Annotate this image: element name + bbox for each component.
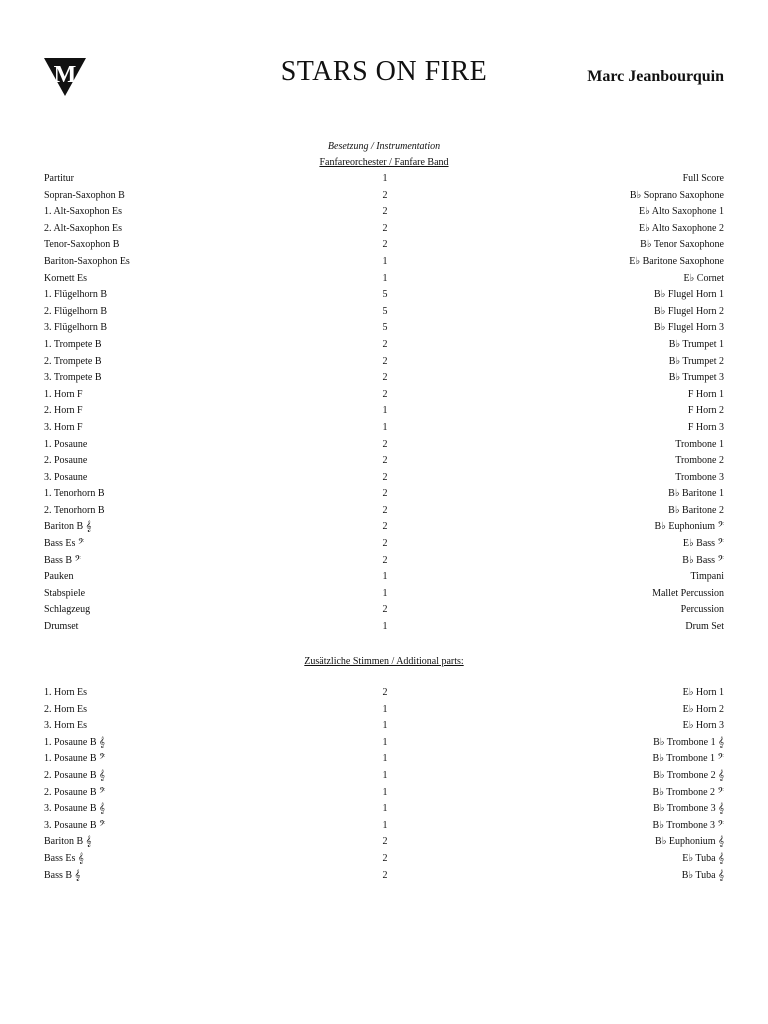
part-name-english: B♭ Trumpet 2	[668, 355, 724, 367]
list-item	[44, 221, 724, 238]
part-quantity: 1	[382, 173, 388, 184]
list-item	[44, 420, 724, 437]
list-item	[44, 818, 724, 835]
list-item	[44, 254, 724, 271]
part-name-english: B♭ Trombone 3 𝄞	[653, 803, 724, 815]
part-quantity: 2	[382, 869, 388, 881]
part-name-english: Trombone 3	[675, 471, 724, 483]
part-quantity: 2	[382, 388, 388, 400]
part-quantity: 1	[382, 703, 388, 715]
part-quantity: 2	[382, 554, 388, 566]
part-name-german: 3. Posaune B 𝄢	[44, 819, 106, 831]
part-name-german: 2. Horn F	[44, 405, 83, 417]
list-item	[44, 304, 724, 321]
part-name-english: E♭ Tuba 𝄞	[682, 852, 724, 864]
part-quantity: 1	[382, 405, 388, 417]
part-quantity: 1	[382, 621, 388, 633]
part-name-english: E♭ Horn 3	[682, 720, 724, 732]
part-quantity: 1	[382, 786, 388, 798]
part-name-german: 3. Posaune	[44, 471, 88, 483]
svg-text:M: M	[53, 62, 77, 88]
part-name-english: E♭ Cornet	[683, 272, 724, 284]
list-item	[44, 519, 724, 536]
list-item	[44, 851, 724, 868]
part-name-german: 1. Posaune B 𝄢	[44, 753, 106, 765]
part-name-english: E♭ Horn 1	[682, 687, 724, 698]
list-item	[44, 470, 724, 487]
additional-parts-label: Zusätzliche Stimmen / Additional parts:	[304, 656, 464, 667]
part-name-english: B♭ Soprano Saxophone	[629, 189, 724, 201]
part-name-english: E♭ Baritone Saxophone	[629, 255, 724, 267]
part-name-english: B♭ Flugel Horn 3	[654, 322, 724, 334]
part-quantity: 2	[382, 239, 388, 251]
part-name-english: Trombone 2	[675, 455, 724, 467]
part-name-german: Bariton-Saxophon Es	[44, 255, 130, 267]
part-name-german: Drumset	[44, 621, 79, 633]
part-quantity: 1	[382, 819, 388, 831]
part-name-german: 1. Posaune B 𝄞	[44, 736, 105, 748]
part-name-english: E♭ Bass 𝄢	[682, 538, 724, 550]
part-quantity: 5	[382, 305, 388, 317]
part-name-english: F Horn 3	[687, 421, 724, 433]
part-name-german: Partitur	[44, 173, 74, 184]
list-item	[44, 354, 724, 371]
list-item	[44, 204, 724, 221]
part-name-german: 1. Tenorhorn B	[44, 488, 105, 500]
part-quantity: 2	[382, 438, 388, 450]
list-item	[44, 685, 724, 702]
part-quantity: 1	[382, 571, 388, 583]
piece-title: STARS ON FIRE	[280, 56, 488, 87]
part-quantity: 2	[382, 206, 388, 218]
part-quantity: 5	[382, 322, 388, 334]
part-quantity: 1	[382, 421, 388, 433]
part-name-english: B♭ Trumpet 1	[668, 338, 724, 350]
part-name-german: Bass B 𝄞	[44, 869, 81, 881]
part-name-german: Bass Es 𝄢	[44, 538, 85, 550]
part-name-german: 2. Posaune	[44, 455, 88, 467]
part-name-german: Tenor-Saxophon B	[44, 239, 120, 251]
part-name-english: B♭ Flugel Horn 1	[654, 289, 724, 301]
part-name-german: 1. Trompete B	[44, 338, 102, 350]
list-item	[44, 337, 724, 354]
list-item	[44, 271, 724, 288]
part-name-german: 3. Horn F	[44, 421, 83, 433]
part-quantity: 2	[382, 455, 388, 467]
part-quantity: 2	[382, 338, 388, 350]
part-name-german: Bass B 𝄢	[44, 554, 81, 566]
list-item	[44, 171, 724, 188]
list-item	[44, 370, 724, 387]
part-name-german: 2. Posaune B 𝄢	[44, 786, 106, 798]
part-name-english: Trombone 1	[675, 438, 724, 450]
list-item	[44, 801, 724, 818]
part-name-english: B♭ Euphonium 𝄞	[655, 836, 724, 848]
part-name-german: Schlagzeug	[44, 604, 91, 616]
part-name-german: 1. Horn F	[44, 388, 83, 400]
list-item	[44, 536, 724, 553]
part-quantity: 1	[382, 255, 388, 267]
part-quantity: 1	[382, 769, 388, 781]
list-item	[44, 619, 724, 636]
part-name-german: Stabspiele	[44, 587, 86, 599]
part-name-german: Kornett Es	[44, 272, 88, 284]
list-item	[44, 768, 724, 785]
list-item	[44, 237, 724, 254]
part-name-english: E♭ Alto Saxophone 2	[639, 222, 724, 234]
list-item	[44, 751, 724, 768]
list-item	[44, 868, 724, 885]
part-name-english: Drum Set	[685, 621, 724, 633]
part-quantity: 1	[382, 803, 388, 815]
part-name-german: 1. Alt-Saxophon Es	[44, 206, 123, 218]
list-item	[44, 486, 724, 503]
list-item	[44, 785, 724, 802]
part-quantity: 2	[382, 471, 388, 483]
part-name-german: Bariton B 𝄞	[44, 521, 92, 533]
part-name-german: 2. Horn Es	[44, 703, 88, 715]
part-name-english: E♭ Horn 2	[682, 703, 724, 715]
list-item	[44, 718, 724, 735]
part-name-german: 1. Horn Es	[44, 687, 88, 698]
part-quantity: 2	[382, 521, 388, 533]
part-quantity: 2	[382, 372, 388, 384]
list-item	[44, 569, 724, 586]
list-item	[44, 320, 724, 337]
part-name-english: B♭ Trombone 2 𝄢	[652, 786, 724, 798]
list-item	[44, 586, 724, 603]
part-quantity: 2	[382, 538, 388, 550]
list-item	[44, 553, 724, 570]
part-quantity: 2	[382, 355, 388, 367]
additional-parts-list	[44, 685, 724, 884]
part-name-english: B♭ Euphonium 𝄢	[654, 521, 724, 533]
part-quantity: 5	[382, 289, 388, 301]
part-name-english: Percussion	[680, 604, 724, 616]
part-quantity: 1	[382, 720, 388, 732]
part-name-german: Bariton B 𝄞	[44, 836, 92, 848]
part-quantity: 2	[382, 504, 388, 516]
part-name-german: 3. Horn Es	[44, 720, 88, 732]
list-item	[44, 702, 724, 719]
list-item	[44, 387, 724, 404]
part-name-english: B♭ Trombone 3 𝄢	[652, 819, 724, 831]
part-name-english: B♭ Tuba 𝄞	[681, 869, 724, 881]
part-quantity: 1	[382, 272, 388, 284]
list-item	[44, 437, 724, 454]
band-type-label: Fanfareorchester / Fanfare Band	[319, 157, 449, 168]
list-item	[44, 735, 724, 752]
list-item	[44, 453, 724, 470]
part-name-german: 2. Flügelhorn B	[44, 305, 108, 317]
instrumentation-list	[44, 171, 724, 636]
list-item	[44, 403, 724, 420]
part-name-german: 3. Flügelhorn B	[44, 322, 108, 334]
part-name-english: B♭ Flugel Horn 2	[654, 305, 724, 317]
part-name-english: B♭ Trombone 1 𝄢	[652, 753, 724, 765]
part-name-english: B♭ Trumpet 3	[668, 372, 724, 384]
part-name-german: 2. Trompete B	[44, 355, 102, 367]
part-quantity: 1	[382, 753, 388, 765]
part-name-german: 3. Posaune B 𝄞	[44, 803, 105, 815]
part-name-german: 1. Posaune	[44, 438, 88, 450]
part-name-english: B♭ Baritone 2	[668, 504, 724, 516]
instrumentation-caption: Besetzung / Instrumentation	[327, 141, 441, 152]
composer-name: Marc Jeanbourquin	[587, 68, 724, 85]
part-name-english: F Horn 1	[687, 388, 724, 400]
list-item	[44, 602, 724, 619]
part-name-english: E♭ Alto Saxophone 1	[639, 206, 724, 218]
part-name-german: Pauken	[44, 571, 74, 583]
list-item	[44, 834, 724, 851]
part-name-english: B♭ Trombone 2 𝄞	[653, 769, 724, 781]
part-name-german: 2. Tenorhorn B	[44, 504, 105, 516]
part-quantity: 2	[382, 488, 388, 500]
part-name-english: Timpani	[690, 571, 724, 583]
part-name-german: 3. Trompete B	[44, 372, 102, 384]
part-quantity: 2	[382, 604, 388, 616]
part-quantity: 2	[382, 852, 388, 864]
part-quantity: 2	[382, 687, 388, 698]
list-item	[44, 188, 724, 205]
part-name-german: Bass Es 𝄞	[44, 852, 84, 864]
part-name-german: 2. Posaune B 𝄞	[44, 769, 105, 781]
part-name-english: B♭ Trombone 1 𝄞	[653, 736, 724, 748]
part-name-english: Full Score	[682, 173, 724, 184]
part-name-german: 2. Alt-Saxophon Es	[44, 222, 123, 234]
part-name-german: Sopran-Saxophon B	[44, 189, 125, 201]
part-quantity: 2	[382, 189, 388, 201]
part-quantity: 2	[382, 836, 388, 848]
part-name-german: 1. Flügelhorn B	[44, 289, 108, 301]
part-name-english: F Horn 2	[687, 405, 724, 417]
part-name-english: B♭ Baritone 1	[668, 488, 724, 500]
part-name-english: Mallet Percussion	[652, 587, 724, 599]
part-quantity: 1	[382, 587, 388, 599]
additional-parts-heading	[0, 656, 768, 667]
list-item	[44, 287, 724, 304]
part-name-english: B♭ Tenor Saxophone	[640, 239, 724, 251]
part-quantity: 2	[382, 222, 388, 234]
part-name-english: B♭ Bass 𝄢	[682, 554, 724, 566]
part-quantity: 1	[382, 736, 388, 748]
list-item	[44, 503, 724, 520]
band-type-heading	[0, 157, 768, 168]
